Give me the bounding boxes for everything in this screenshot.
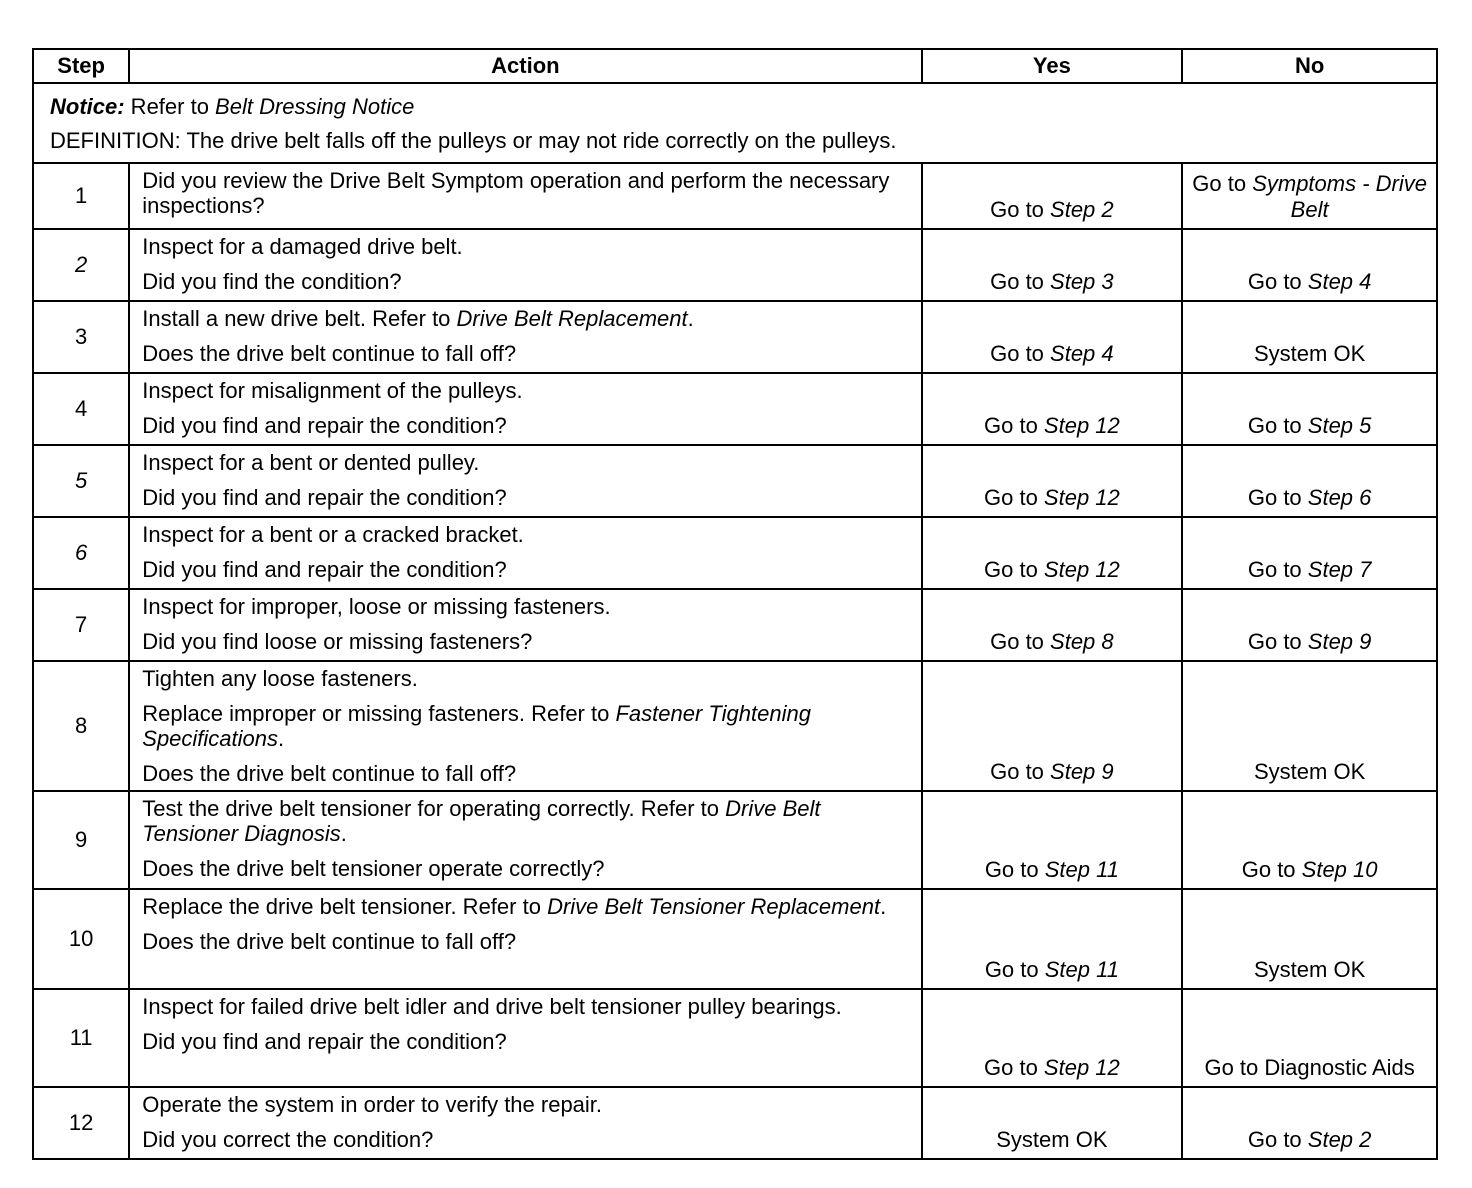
plain-text: Go to	[990, 629, 1051, 654]
plain-text: Go to	[984, 485, 1044, 510]
action-paragraph	[142, 306, 908, 331]
reference-text: Step 12	[1043, 1055, 1120, 1080]
reference-text: Drive Belt Tensioner Replacement	[547, 894, 881, 919]
action-cell	[129, 445, 921, 517]
table-row	[33, 163, 1437, 229]
step-number: 4	[33, 373, 129, 445]
plain-text: Go to	[984, 413, 1044, 438]
plain-text: Go to	[984, 857, 1045, 882]
reference-text: Step 11	[1044, 857, 1119, 882]
reference-text: Step 9	[1307, 629, 1372, 654]
header-row	[33, 49, 1437, 83]
action-cell	[129, 163, 921, 229]
plain-text: Replace the drive belt tensioner. Refer to	[142, 894, 548, 919]
plain-text: Go to Diagnostic Aids	[1204, 1055, 1415, 1080]
table-row	[33, 589, 1437, 661]
plain-text: Did you find and repair the condition?	[142, 1029, 507, 1054]
reference-text: Fastener Tightening Specifications	[142, 701, 811, 751]
reference-text: Step 4	[1050, 341, 1114, 366]
plain-text: Go to	[990, 759, 1051, 784]
plain-text: Inspect for a bent or a cracked bracket.	[142, 522, 524, 547]
yes-cell	[922, 301, 1183, 373]
plain-text: .	[340, 821, 347, 846]
plain-text: Does the drive belt continue to fall off?	[142, 761, 517, 786]
plain-text: Go to	[1247, 1127, 1308, 1152]
plain-text: Tighten any loose fasteners.	[142, 666, 418, 691]
diagnostic-table-container	[32, 48, 1438, 1160]
action-cell	[129, 889, 921, 989]
no-cell	[1182, 163, 1437, 229]
reference-text: Drive Belt Replacement	[456, 306, 688, 331]
plain-text: Does the drive belt continue to fall off?	[142, 341, 517, 366]
action-paragraph	[142, 666, 908, 691]
plain-text: Go to	[1247, 269, 1308, 294]
action-paragraph	[142, 234, 908, 259]
plain-text: Did you correct the condition?	[142, 1127, 434, 1152]
yes-cell	[922, 373, 1183, 445]
action-paragraph	[142, 594, 908, 619]
plain-text: Go to	[984, 1055, 1044, 1080]
action-paragraph	[142, 1127, 908, 1152]
plain-text: Go to	[1247, 413, 1308, 438]
action-paragraph	[142, 701, 908, 751]
step-number: 11	[33, 989, 129, 1087]
plain-text: Operate the system in order to verify the repair.	[142, 1092, 603, 1117]
reference-text: Symptoms - Drive Belt	[1252, 171, 1427, 222]
table-row	[33, 791, 1437, 889]
table-row	[33, 373, 1437, 445]
table-row	[33, 517, 1437, 589]
plain-text: Inspect for improper, loose or missing fasteners.	[142, 594, 611, 619]
plain-text: Go to	[990, 197, 1051, 222]
header-no: No	[1182, 49, 1437, 83]
step-number: 2	[33, 229, 129, 301]
plain-text: Does the drive belt tensioner operate correctly?	[142, 856, 605, 881]
action-cell	[129, 989, 921, 1087]
plain-text: System OK	[1254, 759, 1366, 784]
action-paragraph	[142, 929, 908, 954]
plain-text: System OK	[1254, 341, 1366, 366]
table-row	[33, 989, 1437, 1087]
reference-text: Step 6	[1307, 485, 1372, 510]
header-action: Action	[129, 49, 921, 83]
plain-text: Did you find and repair the condition?	[142, 557, 507, 582]
step-number: 10	[33, 889, 129, 989]
action-paragraph	[142, 450, 908, 475]
yes-cell	[922, 1087, 1183, 1159]
no-cell	[1182, 791, 1437, 889]
step-number: 12	[33, 1087, 129, 1159]
action-paragraph	[142, 485, 908, 510]
action-paragraph	[142, 994, 908, 1019]
plain-text: Did you review the Drive Belt Symptom operation and perform the necessary inspections?	[142, 168, 890, 218]
reference-text: Step 4	[1307, 269, 1372, 294]
step-number: 7	[33, 589, 129, 661]
reference-text: Step 11	[1044, 957, 1119, 982]
action-cell	[129, 589, 921, 661]
yes-cell	[922, 989, 1183, 1087]
yes-cell	[922, 889, 1183, 989]
plain-text: .	[880, 894, 887, 919]
plain-text: Did you find the condition?	[142, 269, 402, 294]
action-paragraph	[142, 894, 908, 919]
action-paragraph	[142, 378, 908, 403]
yes-cell	[922, 517, 1183, 589]
notice-label: Notice:	[50, 94, 125, 119]
no-cell	[1182, 301, 1437, 373]
action-paragraph	[142, 522, 908, 547]
plain-text: Did you find loose or missing fasteners?	[142, 629, 533, 654]
reference-text: Step 9	[1050, 759, 1114, 784]
reference-text: Step 10	[1301, 857, 1378, 882]
step-number: 1	[33, 163, 129, 229]
plain-text: Go to	[990, 341, 1051, 366]
action-paragraph	[142, 796, 908, 846]
plain-text: Install a new drive belt. Refer to	[142, 306, 457, 331]
yes-cell	[922, 229, 1183, 301]
yes-cell	[922, 589, 1183, 661]
action-paragraph	[142, 761, 908, 786]
no-cell	[1182, 989, 1437, 1087]
action-cell	[129, 1087, 921, 1159]
action-paragraph	[142, 1092, 908, 1117]
plain-text: Replace improper or missing fasteners. Refer to	[142, 701, 616, 726]
no-cell	[1182, 373, 1437, 445]
definition-text: DEFINITION: The drive belt falls off the pulleys or may not ride correctly on the pulleys.	[50, 128, 897, 153]
reference-text: Step 2	[1050, 197, 1114, 222]
action-paragraph	[142, 413, 908, 438]
table-row	[33, 445, 1437, 517]
action-cell	[129, 301, 921, 373]
plain-text: Go to	[1247, 557, 1308, 582]
action-paragraph	[142, 341, 908, 366]
plain-text: Go to	[984, 557, 1044, 582]
plain-text: Test the drive belt tensioner for operating correctly. Refer to	[142, 796, 726, 821]
plain-text: Go to	[990, 269, 1051, 294]
no-cell	[1182, 1087, 1437, 1159]
plain-text: Inspect for misalignment of the pulleys.	[142, 378, 523, 403]
step-number: 6	[33, 517, 129, 589]
notice-cell	[33, 83, 1437, 163]
step-number: 9	[33, 791, 129, 889]
step-number: 3	[33, 301, 129, 373]
plain-text: System OK	[1254, 957, 1366, 982]
reference-text: Step 12	[1043, 485, 1120, 510]
yes-cell	[922, 445, 1183, 517]
action-paragraph	[142, 856, 908, 881]
step-number: 5	[33, 445, 129, 517]
no-cell	[1182, 889, 1437, 989]
no-cell	[1182, 229, 1437, 301]
plain-text: System OK	[996, 1127, 1108, 1152]
plain-text: Inspect for a bent or dented pulley.	[142, 450, 480, 475]
plain-text: Inspect for a damaged drive belt.	[142, 234, 463, 259]
table-row	[33, 229, 1437, 301]
action-cell	[129, 229, 921, 301]
notice-ref: Belt Dressing Notice	[215, 94, 415, 119]
plain-text: Go to	[1192, 171, 1253, 196]
plain-text: .	[687, 306, 694, 331]
table-row	[33, 661, 1437, 791]
step-number: 8	[33, 661, 129, 791]
no-cell	[1182, 589, 1437, 661]
table-row	[33, 301, 1437, 373]
reference-text: Step 2	[1307, 1127, 1372, 1152]
yes-cell	[922, 163, 1183, 229]
action-paragraph	[142, 629, 908, 654]
plain-text: Go to	[984, 957, 1045, 982]
reference-text: Drive Belt Tensioner Diagnosis	[142, 796, 821, 846]
no-cell	[1182, 445, 1437, 517]
action-cell	[129, 791, 921, 889]
header-yes: Yes	[922, 49, 1183, 83]
action-paragraph	[142, 1029, 908, 1054]
no-cell	[1182, 517, 1437, 589]
action-cell	[129, 373, 921, 445]
reference-text: Step 12	[1043, 413, 1120, 438]
reference-text: Step 5	[1307, 413, 1372, 438]
action-paragraph	[142, 168, 908, 218]
notice-row	[33, 83, 1437, 163]
action-paragraph	[142, 269, 908, 294]
reference-text: Step 12	[1043, 557, 1120, 582]
table-row	[33, 889, 1437, 989]
plain-text: Inspect for failed drive belt idler and drive belt tensioner pulley bearings.	[142, 994, 842, 1019]
table-row	[33, 1087, 1437, 1159]
reference-text: Step 7	[1307, 557, 1372, 582]
yes-cell	[922, 791, 1183, 889]
no-cell	[1182, 661, 1437, 791]
plain-text: Go to	[1247, 485, 1308, 510]
reference-text: Step 3	[1050, 269, 1114, 294]
plain-text: Go to	[1247, 629, 1308, 654]
diagnostic-table	[32, 48, 1438, 1160]
plain-text: Did you find and repair the condition?	[142, 485, 507, 510]
plain-text: Does the drive belt continue to fall off?	[142, 929, 517, 954]
action-paragraph	[142, 557, 908, 582]
plain-text: Go to	[1241, 857, 1302, 882]
action-cell	[129, 517, 921, 589]
reference-text: Step 8	[1050, 629, 1114, 654]
plain-text: .	[278, 726, 285, 751]
notice-text: Refer to	[124, 94, 216, 119]
notice-line	[50, 90, 1420, 124]
yes-cell	[922, 661, 1183, 791]
header-step: Step	[33, 49, 129, 83]
plain-text: Did you find and repair the condition?	[142, 413, 507, 438]
action-cell	[129, 661, 921, 791]
